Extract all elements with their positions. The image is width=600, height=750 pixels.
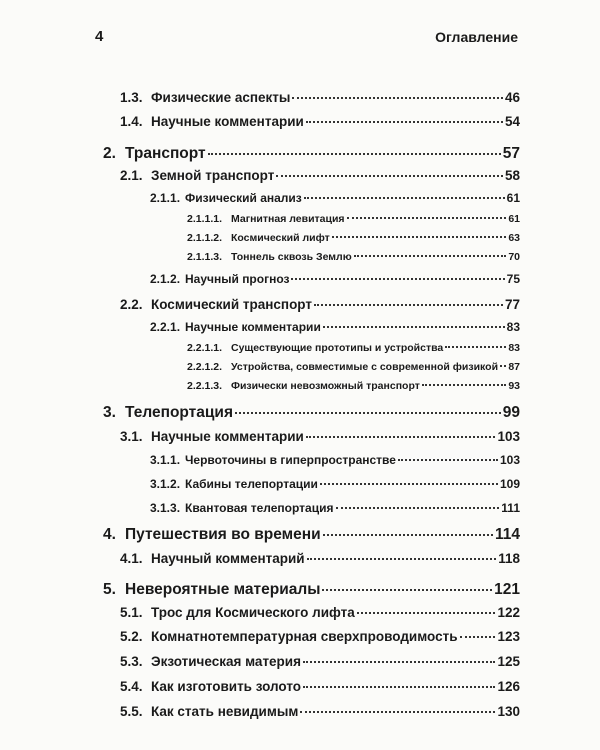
toc-entry[interactable] bbox=[103, 526, 520, 544]
toc-title: Физический анализ bbox=[185, 191, 302, 205]
dot-leader bbox=[422, 384, 506, 386]
toc-page: 103 bbox=[497, 429, 520, 444]
toc-number: 2.2. bbox=[120, 297, 143, 312]
toc-title: Научные комментарии bbox=[151, 114, 304, 129]
toc-title: Телепортация bbox=[125, 404, 233, 421]
toc-page: 125 bbox=[497, 654, 520, 669]
dot-leader bbox=[398, 459, 498, 461]
dot-leader bbox=[323, 534, 493, 536]
toc-entry[interactable] bbox=[120, 605, 520, 620]
toc-number: 4.1. bbox=[120, 551, 143, 566]
toc-number: 2.1.1.2. bbox=[187, 232, 223, 244]
toc-page: 46 bbox=[504, 90, 520, 105]
dot-leader bbox=[291, 278, 504, 280]
toc-page: 75 bbox=[506, 272, 520, 286]
toc-page: 58 bbox=[504, 168, 520, 183]
toc-page: 63 bbox=[508, 232, 520, 244]
toc-number: 2. bbox=[103, 145, 116, 162]
toc-number: 3.1.3. bbox=[150, 501, 181, 515]
toc-entry[interactable] bbox=[120, 629, 520, 644]
toc-page: 126 bbox=[497, 679, 520, 694]
toc-title: Физически невозможный транспорт bbox=[231, 380, 420, 392]
toc-number: 5.3. bbox=[120, 654, 143, 669]
toc-title: Научные комментарии bbox=[185, 320, 321, 334]
dot-leader bbox=[303, 661, 495, 663]
dot-leader bbox=[323, 326, 505, 328]
toc-entry[interactable] bbox=[103, 404, 520, 422]
toc-entry[interactable] bbox=[150, 191, 520, 205]
toc-entry[interactable] bbox=[187, 213, 520, 225]
toc-title: Космический лифт bbox=[231, 232, 330, 244]
toc-entry[interactable] bbox=[120, 297, 520, 312]
toc-page: 109 bbox=[499, 477, 520, 491]
toc-number: 5.1. bbox=[120, 605, 143, 620]
dot-leader bbox=[307, 558, 497, 560]
toc-number: 1.4. bbox=[120, 114, 143, 129]
toc-entry[interactable] bbox=[187, 251, 520, 263]
toc-entry[interactable] bbox=[120, 90, 520, 105]
toc-number: 2.2.1.3. bbox=[187, 380, 223, 392]
toc-page: 99 bbox=[502, 404, 520, 421]
dot-leader bbox=[300, 711, 495, 713]
toc-page: 57 bbox=[502, 145, 520, 162]
running-head: Оглавление bbox=[435, 29, 518, 45]
toc-page: 77 bbox=[504, 297, 520, 312]
page-number: 4 bbox=[95, 28, 104, 45]
dot-leader bbox=[357, 612, 496, 614]
toc-number: 2.1.1. bbox=[150, 191, 181, 205]
toc-page: 130 bbox=[497, 704, 520, 719]
dot-leader bbox=[304, 197, 505, 199]
toc-entry[interactable] bbox=[150, 272, 520, 286]
toc-entry[interactable] bbox=[150, 453, 520, 467]
toc-entry[interactable] bbox=[120, 679, 520, 694]
toc-number: 5. bbox=[103, 581, 116, 598]
toc-number: 2.1.2. bbox=[150, 272, 181, 286]
toc-title: Устройства, совместимые с современной физикой bbox=[231, 361, 499, 373]
toc-number: 4. bbox=[103, 526, 116, 543]
toc-page: 61 bbox=[506, 191, 520, 205]
toc-page: 83 bbox=[508, 342, 520, 354]
toc-number: 3.1.2. bbox=[150, 477, 181, 491]
toc-entry[interactable] bbox=[103, 581, 520, 599]
toc-entry[interactable] bbox=[187, 232, 520, 244]
toc-number: 2.2.1. bbox=[150, 320, 181, 334]
toc-number: 5.4. bbox=[120, 679, 143, 694]
toc-title: Невероятные материалы bbox=[125, 581, 321, 598]
toc-entry[interactable] bbox=[120, 429, 520, 444]
toc-title: Транспорт bbox=[125, 145, 206, 162]
toc-page: 61 bbox=[508, 213, 520, 225]
toc-title: Тоннель сквозь Землю bbox=[231, 251, 352, 263]
toc-entry[interactable] bbox=[120, 168, 520, 183]
dot-leader bbox=[336, 507, 500, 509]
toc-title: Путешествия во времени bbox=[125, 526, 321, 543]
toc-page: 111 bbox=[501, 501, 520, 515]
toc-page: 54 bbox=[504, 114, 520, 129]
toc-title: Существующие прототипы и устройства bbox=[231, 342, 444, 354]
toc-title: Кабины телепортации bbox=[185, 477, 318, 491]
dot-leader bbox=[460, 636, 496, 638]
dot-leader bbox=[322, 589, 492, 591]
toc-title: Червоточины в гиперпространстве bbox=[185, 453, 396, 467]
toc-entry[interactable] bbox=[187, 361, 520, 373]
toc-page: 118 bbox=[498, 551, 520, 566]
toc-entry[interactable] bbox=[150, 320, 520, 334]
toc-title: Комнатнотемпературная сверхпроводимость bbox=[151, 629, 458, 644]
toc-number: 3. bbox=[103, 404, 116, 421]
dot-leader bbox=[306, 436, 496, 438]
dot-leader bbox=[276, 175, 503, 177]
toc-title: Трос для Космического лифта bbox=[151, 605, 355, 620]
toc-entry[interactable] bbox=[120, 704, 520, 719]
toc-title: Научный прогноз bbox=[185, 272, 290, 286]
toc-title: Физические аспекты bbox=[151, 90, 291, 105]
dot-leader bbox=[314, 304, 503, 306]
toc-entry[interactable] bbox=[187, 380, 520, 392]
dot-leader bbox=[320, 483, 498, 485]
dot-leader bbox=[235, 412, 501, 414]
toc-page: 87 bbox=[508, 361, 520, 373]
dot-leader bbox=[332, 236, 507, 238]
toc-page: 70 bbox=[508, 251, 520, 263]
toc-title: Научные комментарии bbox=[151, 429, 304, 444]
toc-number: 3.1.1. bbox=[150, 453, 181, 467]
toc-page: 122 bbox=[497, 605, 520, 620]
toc-entry[interactable] bbox=[187, 342, 520, 354]
toc-number: 2.1. bbox=[120, 168, 143, 183]
dot-leader bbox=[347, 217, 507, 219]
dot-leader bbox=[354, 255, 507, 257]
toc-title: Космический транспорт bbox=[151, 297, 312, 312]
toc-entry[interactable] bbox=[120, 551, 520, 566]
toc-entry[interactable] bbox=[103, 145, 520, 163]
dot-leader bbox=[292, 97, 503, 99]
toc-entry[interactable] bbox=[120, 114, 520, 129]
toc-title: Экзотическая материя bbox=[151, 654, 301, 669]
toc-number: 2.2.1.1. bbox=[187, 342, 223, 354]
toc-number: 2.2.1.2. bbox=[187, 361, 223, 373]
dot-leader bbox=[500, 365, 506, 367]
toc-page: 83 bbox=[506, 320, 520, 334]
toc-page: 93 bbox=[508, 380, 520, 392]
toc-number: 2.1.1.3. bbox=[187, 251, 223, 263]
dot-leader bbox=[208, 153, 501, 155]
toc-page: 123 bbox=[497, 629, 520, 644]
toc-page: 114 bbox=[494, 526, 520, 543]
toc-page: 103 bbox=[499, 453, 520, 467]
toc-title: Магнитная левитация bbox=[231, 213, 345, 225]
toc-title: Научный комментарий bbox=[151, 551, 305, 566]
toc-title: Как стать невидимым bbox=[151, 704, 299, 719]
dot-leader bbox=[445, 346, 506, 348]
toc-number: 3.1. bbox=[120, 429, 143, 444]
toc-entry[interactable] bbox=[150, 477, 520, 491]
toc-number: 1.3. bbox=[120, 90, 143, 105]
toc-title: Квантовая телепортация bbox=[185, 501, 334, 515]
dot-leader bbox=[306, 121, 503, 123]
toc-number: 5.2. bbox=[120, 629, 143, 644]
toc-title: Земной транспорт bbox=[151, 168, 275, 183]
toc-title: Как изготовить золото bbox=[151, 679, 301, 694]
dot-leader bbox=[303, 686, 495, 688]
toc-number: 2.1.1.1. bbox=[187, 213, 223, 225]
toc-page: 121 bbox=[494, 581, 520, 598]
toc-number: 5.5. bbox=[120, 704, 143, 719]
toc-entry[interactable] bbox=[150, 501, 520, 515]
toc-entry[interactable] bbox=[120, 654, 520, 669]
